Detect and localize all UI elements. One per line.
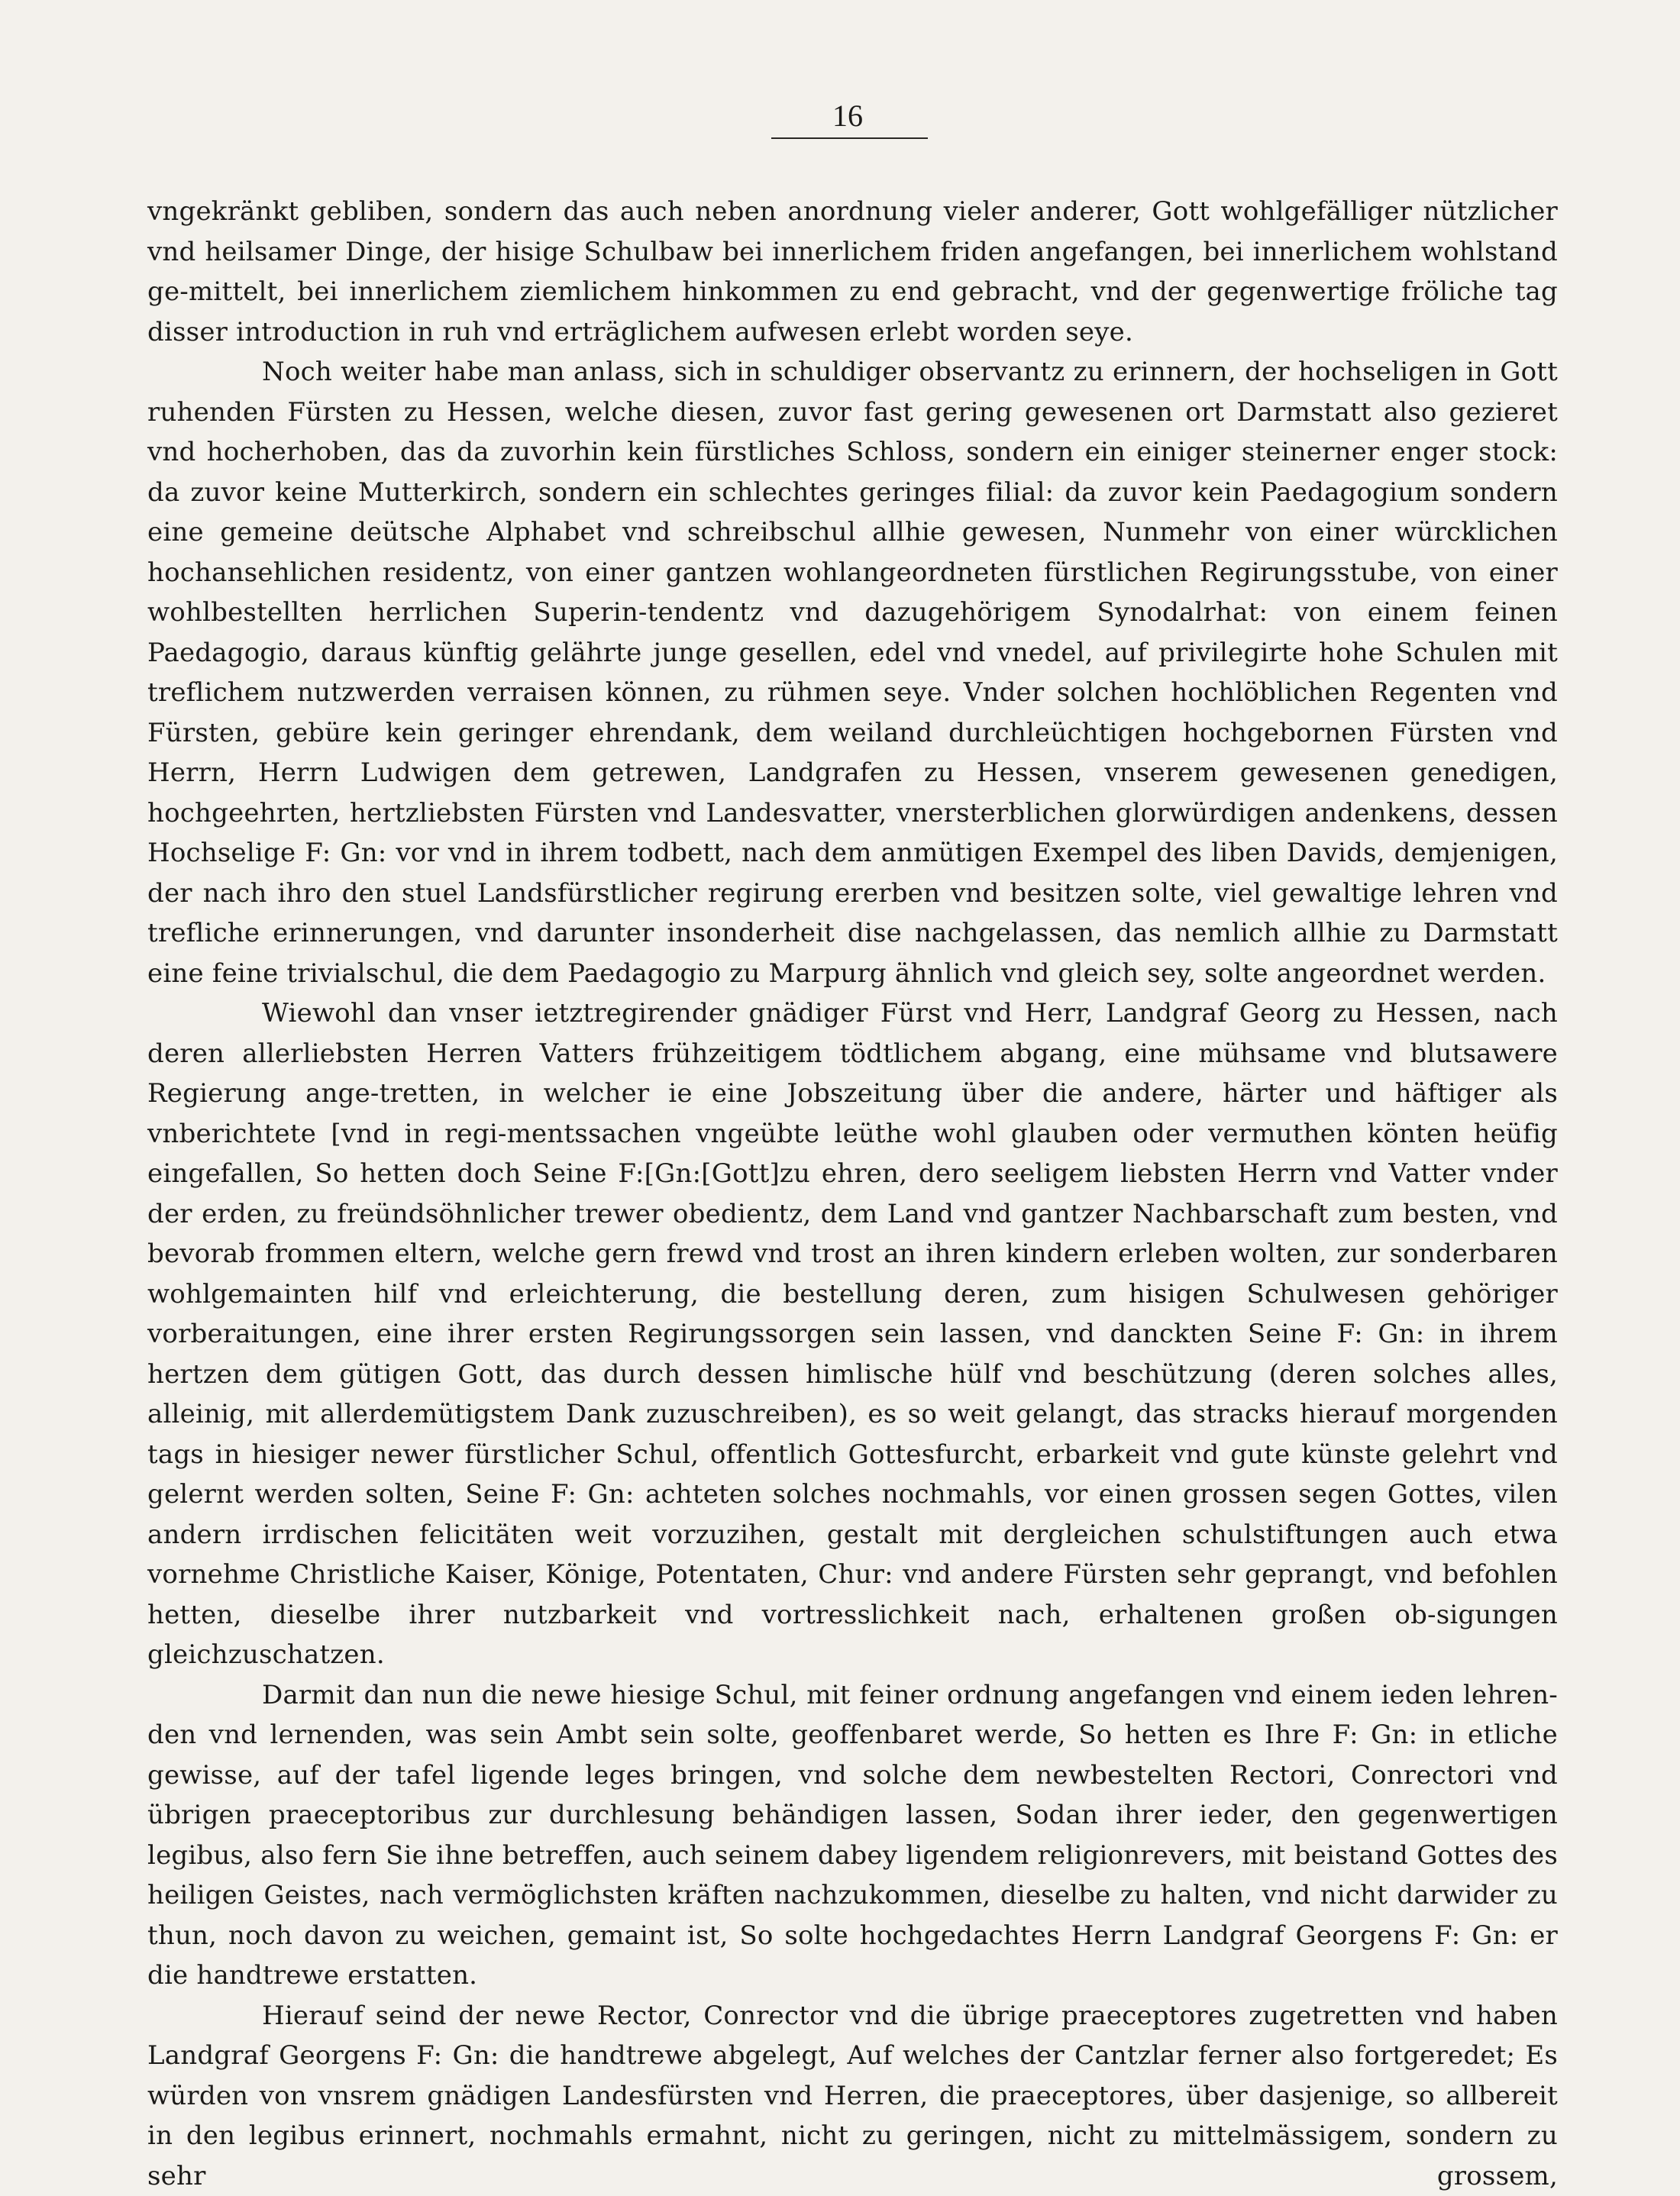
paragraph: Hierauf seind der newe Rector, Conrector vnd die übrige praeceptores zugetretten vnd haben Landgraf Georgens F: Gn: die handtrewe abgelegt, Auf welches der Cantzlar ferner also fortgeredet; Es würden von vnsrem gnädigen Landesfürsten vnd Herren, die praeceptores, über dasjenige, so allbereit in den legibus erinnert, nochmahls ermahnt, nicht zu geringen, nicht zu mittelmässigem, sondern zu sehr grossem,	[147, 1996, 1558, 2196]
paragraph: vngekränkt gebliben, sondern das auch neben anordnung vieler anderer, Gott wohlgefälliger nützlicher vnd heilsamer Dinge, der hisige Schulbaw bei innerlichem friden angefangen, bei innerlichem wohlstand ge-mittelt, bei innerlichem ziemlichem hinkommen zu end gebracht, vnd der gegenwertige fröliche tag disser introduction in ruh vnd erträglichem aufwesen erlebt worden seye.	[147, 192, 1558, 352]
body-text	[147, 192, 1558, 2196]
paragraph: Darmit dan nun die newe hiesige Schul, mit feiner ordnung angefangen vnd einem ieden lehren-den vnd lernenden, was sein Ambt sein solte, geoffenbaret werde, So hetten es Ihre F: Gn: in etliche gewisse, auf der tafel ligende leges bringen, vnd solche dem newbestelten Rectori, Conrectori vnd übrigen praeceptoribus zur durchlesung behändigen lassen, Sodan ihrer ieder, den gegenwertigen legibus, also fern Sie ihne betreffen, auch seinem dabey ligendem religionrevers, mit beistand Gottes des heiligen Geistes, nach vermöglichsten kräften nachzukommen, dieselbe zu halten, vnd nicht darwider zu thun, noch davon zu weichen, gemaint ist, So solte hochgedachtes Herrn Landgraf Georgens F: Gn: er die handtrewe erstatten.	[147, 1675, 1558, 1996]
paragraph: Wiewohl dan vnser ietztregirender gnädiger Fürst vnd Herr, Landgraf Georg zu Hessen, nach deren allerliebsten Herren Vatters frühzeitigem tödtlichem abgang, eine mühsame vnd blutsawere Regierung ange-tretten, in welcher ie eine Jobszeitung über die andere, härter und häftiger als vnberichtete [vnd in regi-mentssachen vngeübte leüthe wohl glauben oder vermuthen könten heüfig eingefallen, So hetten doch Seine F:[Gn:[Gott]zu ehren, dero seeligem liebsten Herrn vnd Vatter vnder der erden, zu freündsöhnlicher trewer obedientz, dem Land vnd gantzer Nachbarschaft zum besten, vnd bevorab frommen eltern, welche gern frewd vnd trost an ihren kindern erleben wolten, zur sonderbaren wohlgemainten hilf vnd erleichterung, die bestellung deren, zum hisigen Schulwesen gehöriger vorberaitungen, eine ihrer ersten Regirungssorgen sein lassen, vnd danckten Seine F: Gn: in ihrem hertzen dem gütigen Gott, das durch dessen himlische hülf vnd beschützung (deren solches alles, alleinig, mit allerdemütigstem Dank zuzuschreiben), es so weit gelangt, das stracks hierauf morgenden tags in hiesiger newer fürstlicher Schul, offentlich Gottesfurcht, erbarkeit vnd gute künste gelehrt vnd gelernt werden solten, Seine F: Gn: achteten solches nochmahls, vor einen grossen segen Gottes, vilen andern irrdischen felicitäten weit vorzuzihen, gestalt mit dergleichen schulstiftungen auch etwa vornehme Christliche Kaiser, Könige, Potentaten, Chur: vnd andere Fürsten sehr geprangt, vnd befohlen hetten, dieselbe ihrer nutzbarkeit vnd vortresslichkeit nach, erhaltenen großen ob-sigungen gleichzuschatzen.	[147, 993, 1558, 1675]
header-rule	[771, 137, 928, 139]
paragraph: Noch weiter habe man anlass, sich in schuldiger observantz zu erinnern, der hochseligen in Gott ruhenden Fürsten zu Hessen, welche diesen, zuvor fast gering gewesenen ort Darmstatt also gezieret vnd hocherhoben, das da zuvorhin kein fürstliches Schloss, sondern ein einiger steinerner enger stock: da zuvor keine Mutterkirch, sondern ein schlechtes geringes filial: da zuvor kein Paedagogium sondern eine gemeine deütsche Alphabet vnd schreibschul allhie gewesen, Nunmehr von einer würcklichen hochansehlichen residentz, von einer gantzen wohlangeordneten fürstlichen Regirungsstube, von einer wohlbestellten herrlichen Superin-tendentz vnd dazugehörigem Synodalrhat: von einem feinen Paedagogio, daraus künftig gelährte junge gesellen, edel vnd vnedel, auf privilegirte hohe Schulen mit treflichem nutzwerden verraisen können, zu rühmen seye. Vnder solchen hochlöblichen Regenten vnd Fürsten, gebüre kein geringer ehrendank, dem weiland durchleüchtigen hochgebornen Fürsten vnd Herrn, Herrn Ludwigen dem getrewen, Landgrafen zu Hessen, vnserem gewesenen genedigen, hochgeehrten, hertzliebsten Fürsten vnd Landesvatter, vnersterblichen glorwürdigen andenkens, dessen Hochselige F: Gn: vor vnd in ihrem todbett, nach dem anmütigen Exempel des liben Davids, demjenigen, der nach ihro den stuel Landsfürstlicher regirung ererben vnd besitzen solte, viel gewaltige lehren vnd trefliche erinnerungen, vnd darunter insonderheit dise nachgelassen, das nemlich allhie zu Darmstatt eine feine trivialschul, die dem Paedagogio zu Marpurg ähnlich vnd gleich sey, solte angeordnet werden.	[147, 352, 1558, 993]
page-number: 16	[0, 99, 1680, 133]
